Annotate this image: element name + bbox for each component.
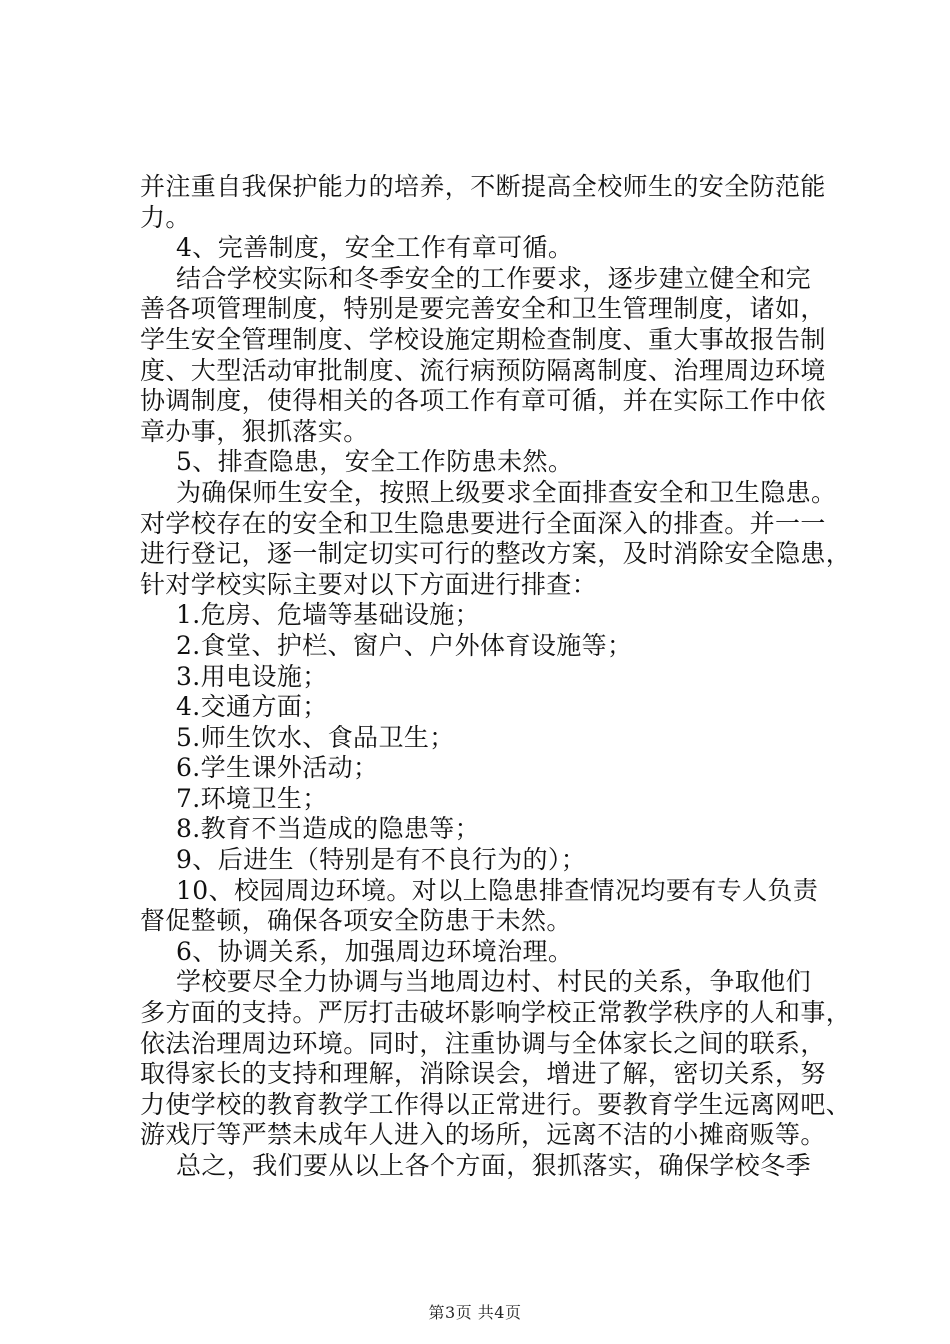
text-line: 进行登记，逐一制定切实可行的整改方案，及时消除安全隐患， [140, 539, 852, 569]
text-line: 5.师生饮水、食品卫生； [176, 722, 455, 752]
text-line: 1.危房、危墙等基础设施； [176, 600, 481, 630]
text-line: 取得家长的支持和理解，消除误会，增进了解，密切关系，努 [140, 1059, 826, 1089]
text-line: 学校要尽全力协调与当地周边村、村民的关系，争取他们 [176, 967, 812, 997]
page-footer [0, 1300, 950, 1323]
text-line: 结合学校实际和冬季安全的工作要求，逐步建立健全和完 [176, 263, 812, 293]
text-line: 游戏厅等严禁未成年人进入的场所，远离不洁的小摊商贩等。 [140, 1120, 826, 1150]
page-number: 第3页 共4页 [428, 1303, 522, 1322]
text-line: 6.学生课外活动； [176, 753, 379, 783]
document-body [140, 172, 852, 1182]
text-line: 8.教育不当造成的隐患等； [176, 814, 481, 844]
text-line: 6、协调关系，加强周边环境治理。 [176, 936, 574, 966]
text-line: 协调制度，使得相关的各项工作有章可循，并在实际工作中依 [140, 386, 826, 416]
text-line: 章办事，狠抓落实。 [140, 416, 369, 446]
text-line: 力。 [140, 202, 191, 232]
text-line: 5、排查隐患，安全工作防患未然。 [176, 447, 574, 477]
text-line: 10、校园周边环境。对以上隐患排查情况均要有专人负责 [176, 875, 819, 905]
text-line: 并注重自我保护能力的培养，不断提高全校师生的安全防范能 [140, 172, 826, 201]
text-line: 善各项管理制度，特别是要完善安全和卫生管理制度，诸如， [140, 294, 826, 324]
text-line: 对学校存在的安全和卫生隐患要进行全面深入的排查。并一一 [140, 508, 826, 538]
text-line: 度、大型活动审批制度、流行病预防隔离制度、治理周边环境 [140, 355, 826, 385]
text-line: 为确保师生安全，按照上级要求全面排查安全和卫生隐患。 [176, 477, 837, 507]
text-line: 督促整顿，确保各项安全防患于未然。 [140, 906, 572, 936]
text-line: 7.环境卫生； [176, 783, 328, 813]
text-line: 依法治理周边环境。同时，注重协调与全体家长之间的联系， [140, 1028, 826, 1058]
text-line: 9、后进生（特别是有不良行为的）； [176, 845, 587, 875]
text-line: 多方面的支持。严厉打击破坏影响学校正常教学秩序的人和事， [140, 998, 852, 1028]
text-line: 力使学校的教育教学工作得以正常进行。要教育学生远离网吧、 [140, 1089, 852, 1119]
text-line: 总之，我们要从以上各个方面，狠抓落实，确保学校冬季 [176, 1151, 812, 1180]
text-line: 针对学校实际主要对以下方面进行排查： [140, 569, 598, 599]
text-line: 4.交通方面； [176, 692, 328, 722]
text-line: 4、完善制度，安全工作有章可循。 [176, 233, 574, 263]
text-line: 2.食堂、护栏、窗户、户外体育设施等； [176, 630, 633, 660]
text-line: 学生安全管理制度、学校设施定期检查制度、重大事故报告制 [140, 324, 826, 354]
text-line: 3.用电设施； [176, 661, 328, 691]
